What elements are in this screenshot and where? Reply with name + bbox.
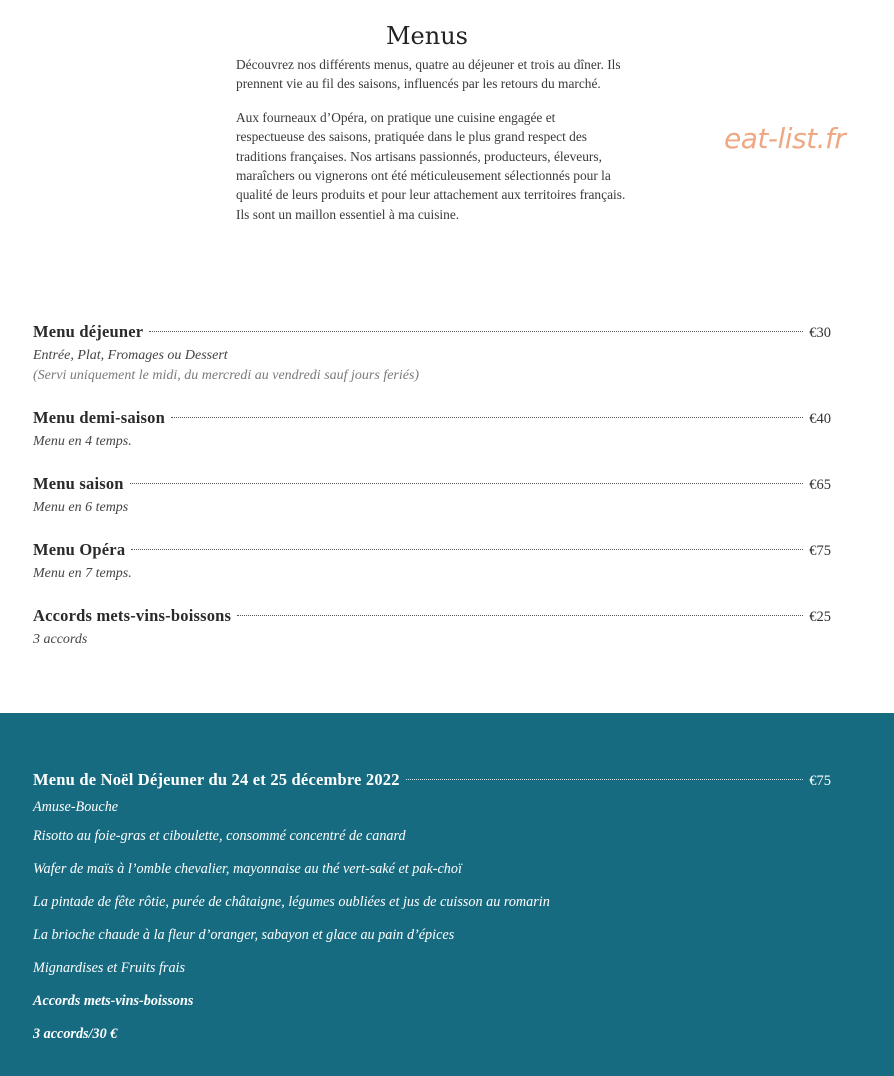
- menu-item-saison: [33, 474, 831, 518]
- menu-price: €40: [809, 411, 831, 427]
- menu-price: €75: [809, 543, 831, 559]
- menu-note: (Servi uniquement le midi, du mercredi au vendredi sauf jours feriés): [33, 368, 420, 383]
- course-line: Mignardises et Fruits frais: [33, 960, 185, 976]
- course-line-accords: Accords mets-vins-boissons: [33, 993, 194, 1009]
- menu-description: Menu en 4 temps.: [33, 434, 132, 449]
- dotted-leader: [149, 331, 803, 332]
- dotted-leader: [131, 549, 803, 550]
- menu-price: €25: [809, 609, 831, 625]
- course-line: Wafer de maïs à l’omble chevalier, mayonnaise au thé vert-saké et pak-choï: [33, 861, 462, 877]
- menu-name: Menu Opéra: [33, 540, 126, 559]
- course-line: La pintade de fête rôtie, purée de châtaigne, légumes oubliées et jus de cuisson au romarin: [33, 894, 550, 910]
- menu-description: Menu en 6 temps: [33, 500, 129, 515]
- course-line-accords-price: 3 accords/30 €: [33, 1026, 118, 1042]
- menu-name: Accords mets-vins-boissons: [33, 606, 232, 625]
- christmas-menu-name: Menu de Noël Déjeuner du 24 et 25 décembre 2022: [33, 770, 400, 789]
- menu-item-dejeuner: [33, 322, 831, 386]
- course-line: Risotto au foie-gras et ciboulette, consommé concentré de canard: [33, 828, 406, 844]
- menu-item-accords: [33, 606, 831, 650]
- menu-list: [33, 322, 831, 672]
- intro-paragraph-2: Aux fourneaux d’Opéra, on pratique une cuisine engagée et respectueuse des saisons, pratiquée dans le plus grand respect des traditions françaises. Nos artisans passionnés, producteurs, éleveurs, maraîchers ou vignerons ont été méticuleusement sélectionnés pour la qualité de leurs produits et pour leur attachement aux territoires français. Ils sont un maillon essentiel à ma cuisine.: [236, 109, 626, 222]
- menu-price: €30: [809, 325, 831, 341]
- christmas-menu-section: [0, 713, 894, 1076]
- dotted-leader: [406, 779, 804, 780]
- menu-item-opera: [33, 540, 831, 584]
- menu-price: €65: [809, 477, 831, 493]
- menu-name: Menu demi-saison: [33, 408, 166, 427]
- menu-description: Menu en 7 temps.: [33, 566, 132, 581]
- course-line: Amuse-Bouche: [33, 799, 119, 815]
- dotted-leader: [237, 615, 803, 616]
- menu-description: 3 accords: [33, 632, 88, 647]
- christmas-course-list: [33, 794, 831, 1051]
- menu-description: Entrée, Plat, Fromages ou Dessert: [33, 348, 228, 363]
- menu-name: Menu déjeuner: [33, 322, 144, 341]
- dotted-leader: [171, 417, 803, 418]
- menu-name: Menu saison: [33, 474, 124, 493]
- intro-paragraph-1: Découvrez nos différents menus, quatre au déjeuner et trois au dîner. Ils prennent vie au fil des saisons, influencés par les retours du marché.: [236, 57, 621, 92]
- intro-section: [236, 22, 626, 238]
- christmas-menu-price: €75: [809, 773, 831, 789]
- dotted-leader: [130, 483, 804, 484]
- course-line: La brioche chaude à la fleur d’oranger, sabayon et glace au pain d’épices: [33, 927, 455, 943]
- watermark: eat-list.fr: [724, 122, 846, 155]
- page-title: Menus: [385, 22, 468, 50]
- menu-item-demi-saison: [33, 408, 831, 452]
